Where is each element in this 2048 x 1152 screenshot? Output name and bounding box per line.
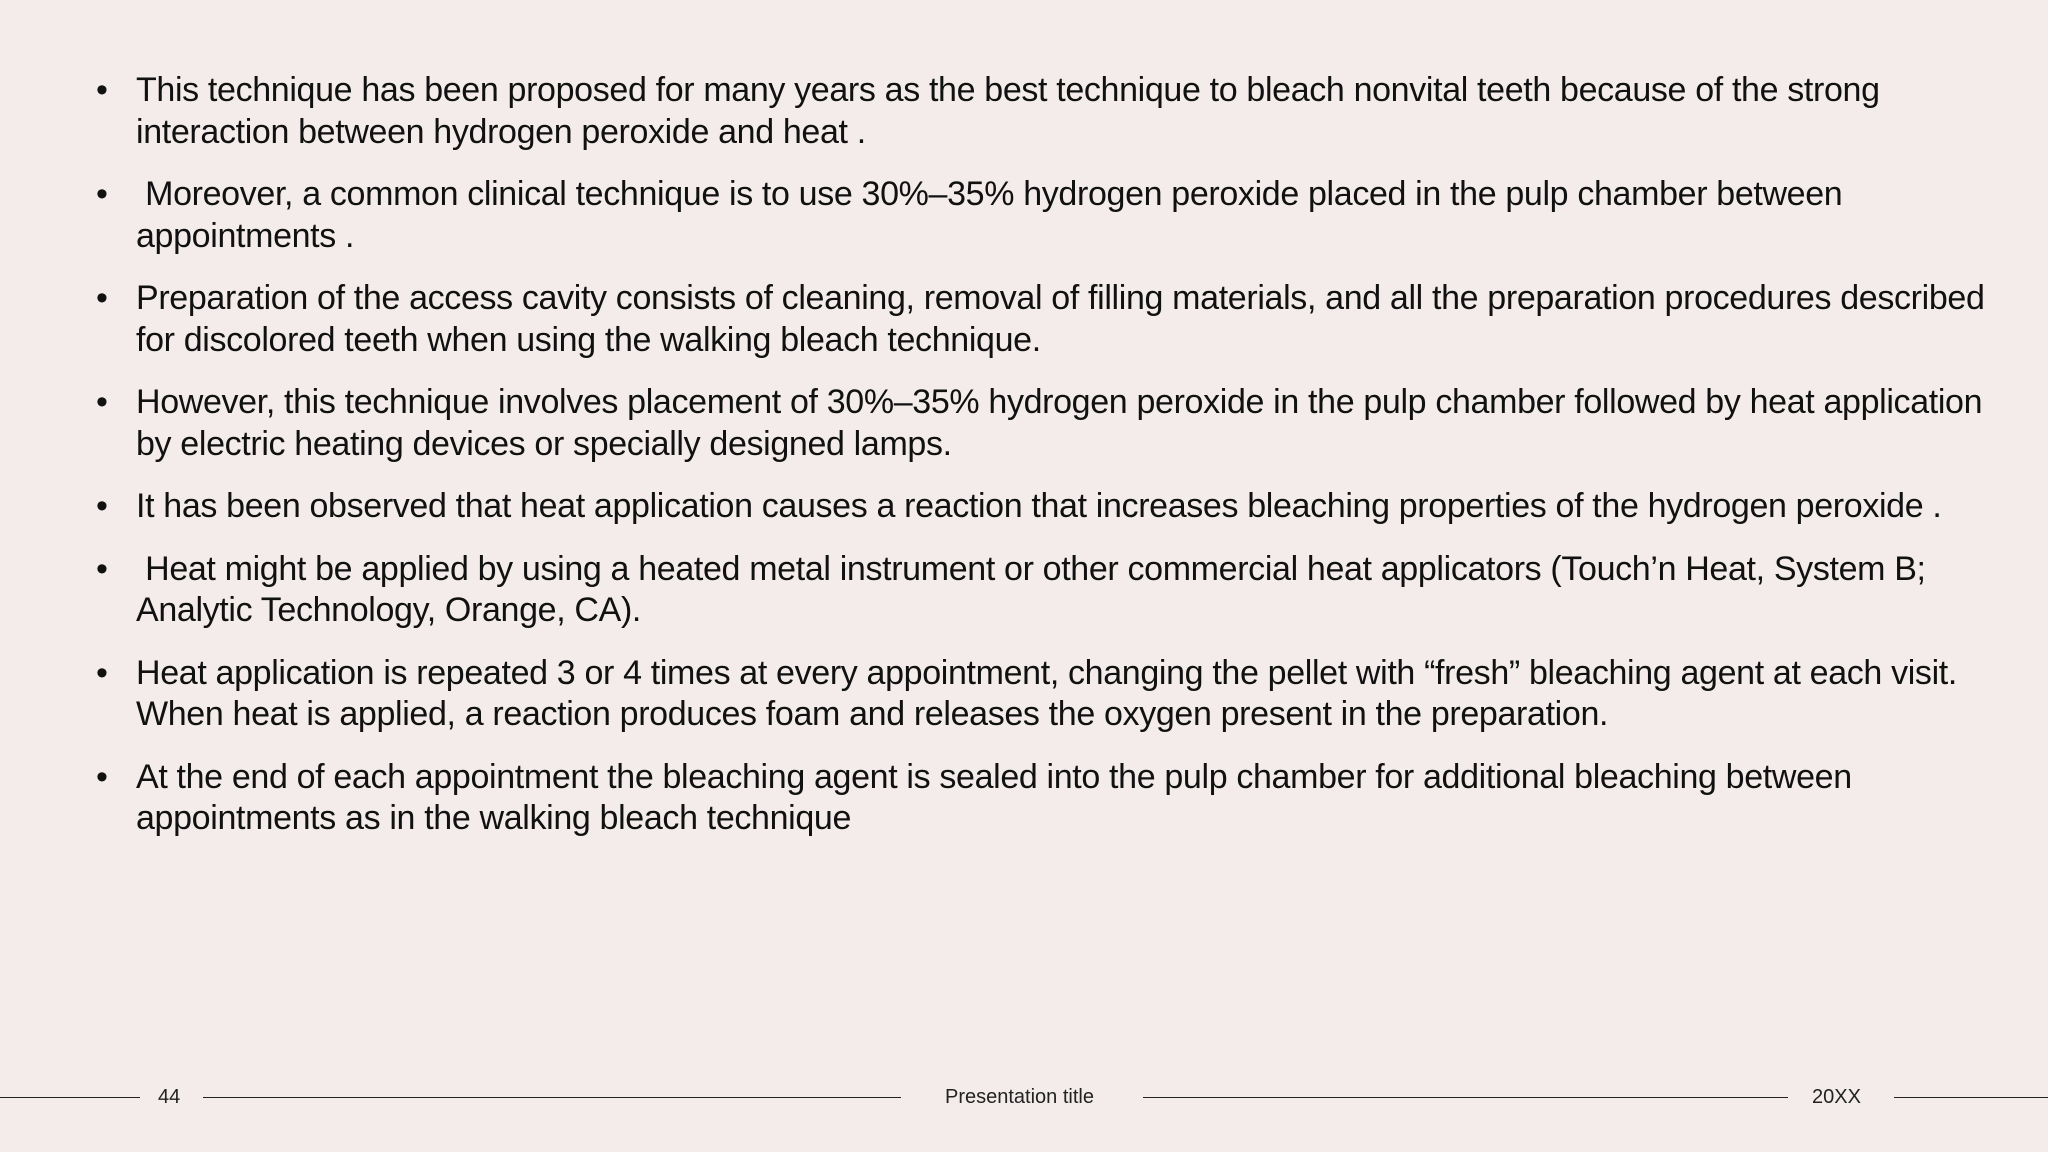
bullet-list xyxy=(96,70,1996,840)
page-number: 44 xyxy=(158,1086,181,1108)
bullet-text: This technique has been proposed for many years as the best technique to bleach nonvital teeth because of the strong interaction between hydrogen peroxide and heat . xyxy=(136,71,1889,151)
bullet-item xyxy=(96,549,1996,632)
bullet-item xyxy=(96,278,1996,361)
bullet-dot: • xyxy=(96,383,108,421)
bullet-text: Heat might be applied by using a heated metal instrument or other commercial heat applicators (Touch’n Heat, System B; Analytic Technology, Orange, CA). xyxy=(136,549,1933,629)
footer-divider-center-left xyxy=(203,1097,901,1098)
bullet-text: At the end of each appointment the bleaching agent is sealed into the pulp chamber for additional bleaching between appointments as in the walking bleach technique xyxy=(136,757,1861,837)
bullet-dot: • xyxy=(96,279,108,317)
bullet-text: However, this technique involves placement of 30%–35% hydrogen peroxide in the pulp chamber followed by heat application by electric heating devices or specially designed lamps. xyxy=(136,383,1992,463)
bullet-dot: • xyxy=(96,549,108,588)
footer-divider-left xyxy=(0,1097,140,1098)
presentation-title: Presentation title xyxy=(945,1086,1094,1108)
bullet-item xyxy=(96,757,1996,840)
slide-body xyxy=(96,70,1996,861)
bullet-dot: • xyxy=(96,175,108,213)
bullet-text: It has been observed that heat application causes a reaction that increases bleaching properties of the hydrogen peroxide . xyxy=(136,487,1942,525)
bullet-text: Moreover, a common clinical technique is to use 30%–35% hydrogen peroxide placed in the pulp chamber between appointments . xyxy=(136,175,1852,255)
bullet-text: Heat application is repeated 3 or 4 times at every appointment, changing the pellet with “fresh” bleaching agent at each visit. When heat is applied, a reaction produces foam and releases the oxygen present in the preparation. xyxy=(136,653,1967,733)
footer-year: 20XX xyxy=(1812,1086,1861,1108)
bullet-dot: • xyxy=(96,757,108,796)
bullet-item xyxy=(96,70,1996,153)
footer-divider-center-right xyxy=(1143,1097,1788,1098)
bullet-item xyxy=(96,653,1996,736)
bullet-text: Preparation of the access cavity consists of cleaning, removal of filling materials, and all the preparation procedures described for discolored teeth when using the walking bleach technique. xyxy=(136,279,1994,359)
bullet-dot: • xyxy=(96,71,108,109)
bullet-dot: • xyxy=(96,487,108,525)
bullet-item xyxy=(96,486,1996,528)
bullet-dot: • xyxy=(96,653,108,692)
bullet-item xyxy=(96,382,1996,465)
footer-divider-right xyxy=(1894,1097,2048,1098)
bullet-item xyxy=(96,174,1996,257)
